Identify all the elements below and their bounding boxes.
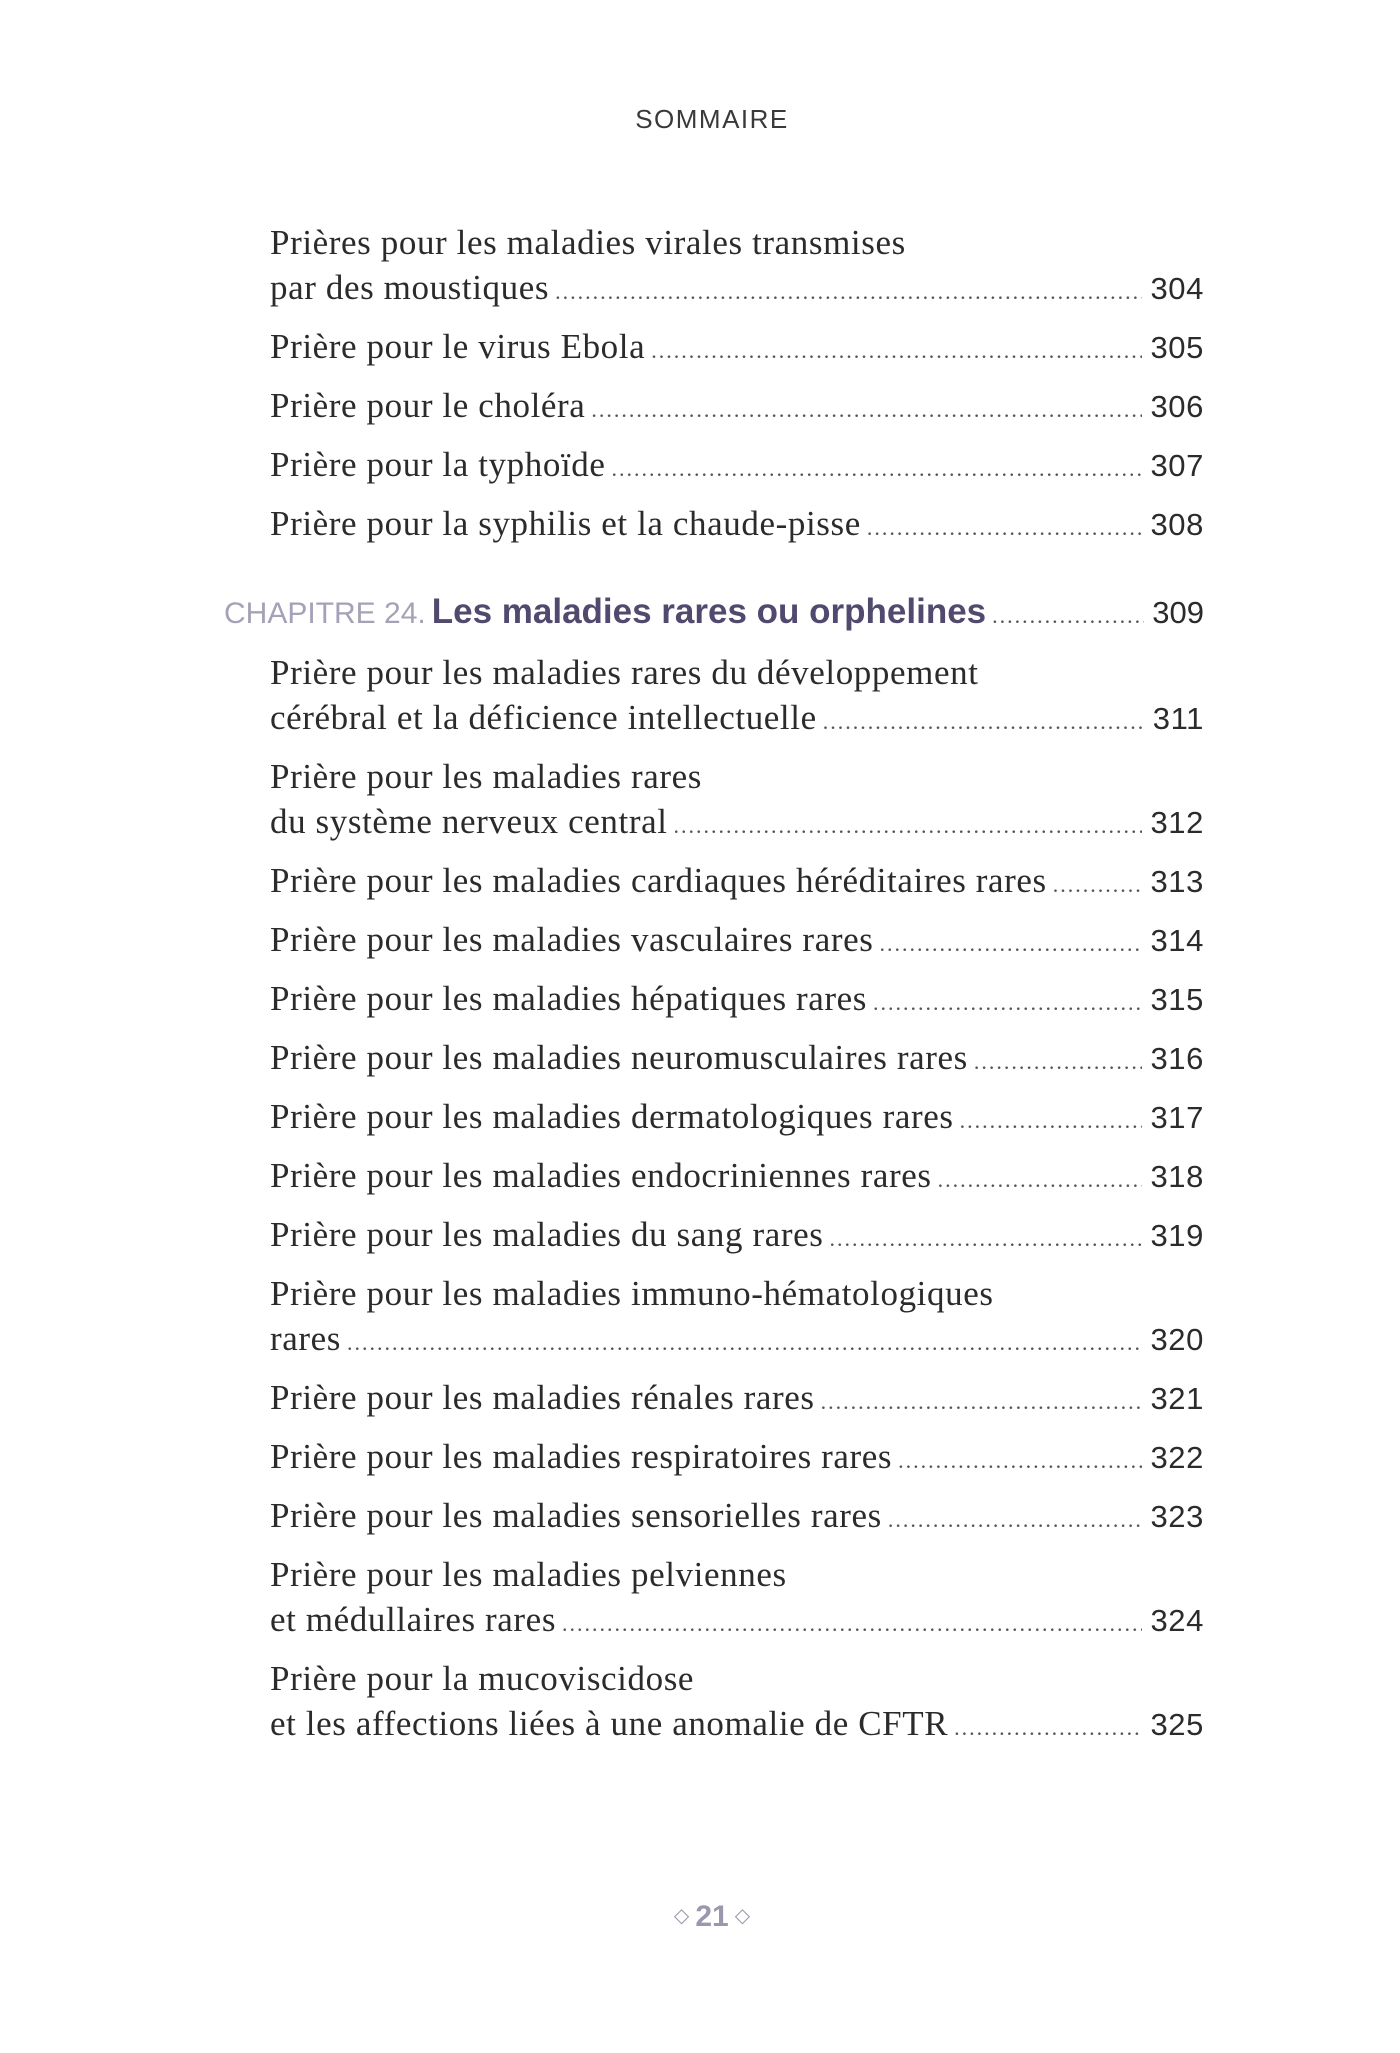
toc-page-number: 323 xyxy=(1150,1499,1204,1534)
page-folio xyxy=(0,1900,1400,1934)
toc-page-number: 317 xyxy=(1150,1100,1204,1135)
diamond-ornament-right: ◇ xyxy=(734,1905,751,1927)
dot-leader xyxy=(674,803,1143,848)
toc-entry[interactable] xyxy=(224,1375,1204,1424)
running-head: SOMMAIRE xyxy=(635,104,789,134)
toc-entry-text: rares xyxy=(270,1319,342,1358)
toc-entry[interactable] xyxy=(224,1493,1204,1542)
toc-entry[interactable] xyxy=(224,1212,1204,1261)
dot-leader xyxy=(867,505,1143,550)
toc-entry[interactable] xyxy=(224,1656,1204,1750)
toc-entry-text: Prière pour le virus Ebola xyxy=(270,327,646,366)
dot-leader xyxy=(829,1216,1142,1261)
chapter-number: CHAPITRE 24. xyxy=(224,597,426,630)
toc-entry[interactable] xyxy=(224,754,1204,848)
table-of-contents xyxy=(224,220,1204,1760)
toc-entry[interactable] xyxy=(224,1035,1204,1084)
toc-entry-text: Prière pour les maladies vasculaires rares xyxy=(270,920,874,959)
toc-entry[interactable] xyxy=(224,324,1204,373)
dot-leader xyxy=(873,980,1142,1025)
dot-leader xyxy=(651,328,1142,373)
toc-entry-text: Prière pour les maladies pelviennes xyxy=(270,1555,787,1594)
toc-entry[interactable] xyxy=(224,1094,1204,1143)
toc-entry-text: cérébral et la déficience intellectuelle xyxy=(270,698,817,737)
toc-entry-text: Prière pour les maladies cardiaques héréditaires rares xyxy=(270,861,1047,900)
toc-entry-text: Prière pour les maladies respiratoires rares xyxy=(270,1437,893,1476)
toc-page-number: 324 xyxy=(1150,1603,1204,1638)
toc-page-number: 304 xyxy=(1150,271,1204,306)
toc-entry-text: Prière pour le choléra xyxy=(270,386,586,425)
toc-page-number: 311 xyxy=(1152,701,1204,736)
toc-entry-text: et les affections liées à une anomalie de CFTR xyxy=(270,1704,949,1743)
toc-entry-text: Prière pour les maladies hépatiques rares xyxy=(270,979,868,1018)
entries-before-chapter xyxy=(224,220,1204,550)
dot-leader xyxy=(612,446,1143,491)
toc-page-number: 321 xyxy=(1150,1381,1204,1416)
dot-leader xyxy=(1053,862,1143,907)
dot-leader xyxy=(954,1705,1142,1750)
chapter-page-number: 309 xyxy=(1152,595,1204,630)
toc-entry-text: du système nerveux central xyxy=(270,802,668,841)
toc-entry[interactable] xyxy=(224,650,1204,744)
toc-entry[interactable] xyxy=(224,858,1204,907)
toc-entry-text: Prière pour les maladies neuromusculaires rares xyxy=(270,1038,968,1077)
toc-page-number: 306 xyxy=(1150,389,1204,424)
dot-leader xyxy=(879,921,1142,966)
toc-page-number: 307 xyxy=(1150,448,1204,483)
toc-entry[interactable] xyxy=(224,383,1204,432)
page-number: 21 xyxy=(695,1900,729,1933)
toc-entry[interactable] xyxy=(224,1434,1204,1483)
toc-page-number: 314 xyxy=(1150,923,1204,958)
toc-entry[interactable] xyxy=(224,501,1204,550)
toc-entry[interactable] xyxy=(224,220,1204,314)
toc-entry-text: par des moustiques xyxy=(270,268,550,307)
toc-page-number: 320 xyxy=(1150,1322,1204,1357)
dot-leader xyxy=(888,1497,1143,1542)
toc-page-number: 313 xyxy=(1150,864,1204,899)
dot-leader xyxy=(960,1098,1143,1143)
dot-leader xyxy=(938,1157,1143,1202)
toc-page-number: 308 xyxy=(1150,507,1204,542)
toc-entry-text: Prière pour les maladies endocriniennes rares xyxy=(270,1156,932,1195)
dot-leader xyxy=(992,603,1144,629)
dot-leader xyxy=(898,1438,1142,1483)
dot-leader xyxy=(821,1379,1143,1424)
toc-entry-text: et médullaires rares xyxy=(270,1600,557,1639)
toc-page-number: 315 xyxy=(1150,982,1204,1017)
dot-leader xyxy=(562,1601,1142,1646)
diamond-ornament-left: ◇ xyxy=(673,1905,690,1927)
toc-page-number: 305 xyxy=(1150,330,1204,365)
toc-entry-text: Prière pour les maladies rénales rares xyxy=(270,1378,815,1417)
toc-page-number: 322 xyxy=(1150,1440,1204,1475)
toc-entry[interactable] xyxy=(224,917,1204,966)
toc-page-number: 316 xyxy=(1150,1041,1204,1076)
toc-entry[interactable] xyxy=(224,442,1204,491)
dot-leader xyxy=(347,1320,1142,1365)
toc-page-number: 318 xyxy=(1150,1159,1204,1194)
toc-entry-text: Prière pour la typhoïde xyxy=(270,445,606,484)
dot-leader xyxy=(555,269,1142,314)
toc-entry-text: Prière pour les maladies dermatologiques rares xyxy=(270,1097,954,1136)
toc-entry-text: Prière pour les maladies sensorielles rares xyxy=(270,1496,882,1535)
chapter-title: Les maladies rares ou orphelines xyxy=(431,592,987,631)
toc-entry-text: Prière pour les maladies rares xyxy=(270,757,703,796)
toc-entry[interactable] xyxy=(224,1153,1204,1202)
dot-leader xyxy=(974,1039,1143,1084)
toc-entry-text: Prière pour les maladies immuno-hématologiques xyxy=(270,1274,994,1313)
chapter-heading[interactable] xyxy=(224,592,1204,632)
toc-entry-text: Prière pour les maladies du sang rares xyxy=(270,1215,824,1254)
toc-entry[interactable] xyxy=(224,1552,1204,1646)
toc-entry-text: Prière pour les maladies rares du développement xyxy=(270,653,979,692)
toc-entry[interactable] xyxy=(224,976,1204,1025)
toc-entry-text: Prières pour les maladies virales transmises xyxy=(270,223,906,262)
toc-entry-text: Prière pour la mucoviscidose xyxy=(270,1659,695,1698)
dot-leader xyxy=(823,699,1145,744)
toc-entry[interactable] xyxy=(224,1271,1204,1365)
toc-page-number: 325 xyxy=(1150,1707,1204,1742)
toc-page-number: 312 xyxy=(1150,805,1204,840)
dot-leader xyxy=(591,387,1142,432)
toc-entry-text: Prière pour la syphilis et la chaude-pisse xyxy=(270,504,861,543)
toc-page-number: 319 xyxy=(1150,1218,1204,1253)
entries-after-chapter xyxy=(224,650,1204,1750)
